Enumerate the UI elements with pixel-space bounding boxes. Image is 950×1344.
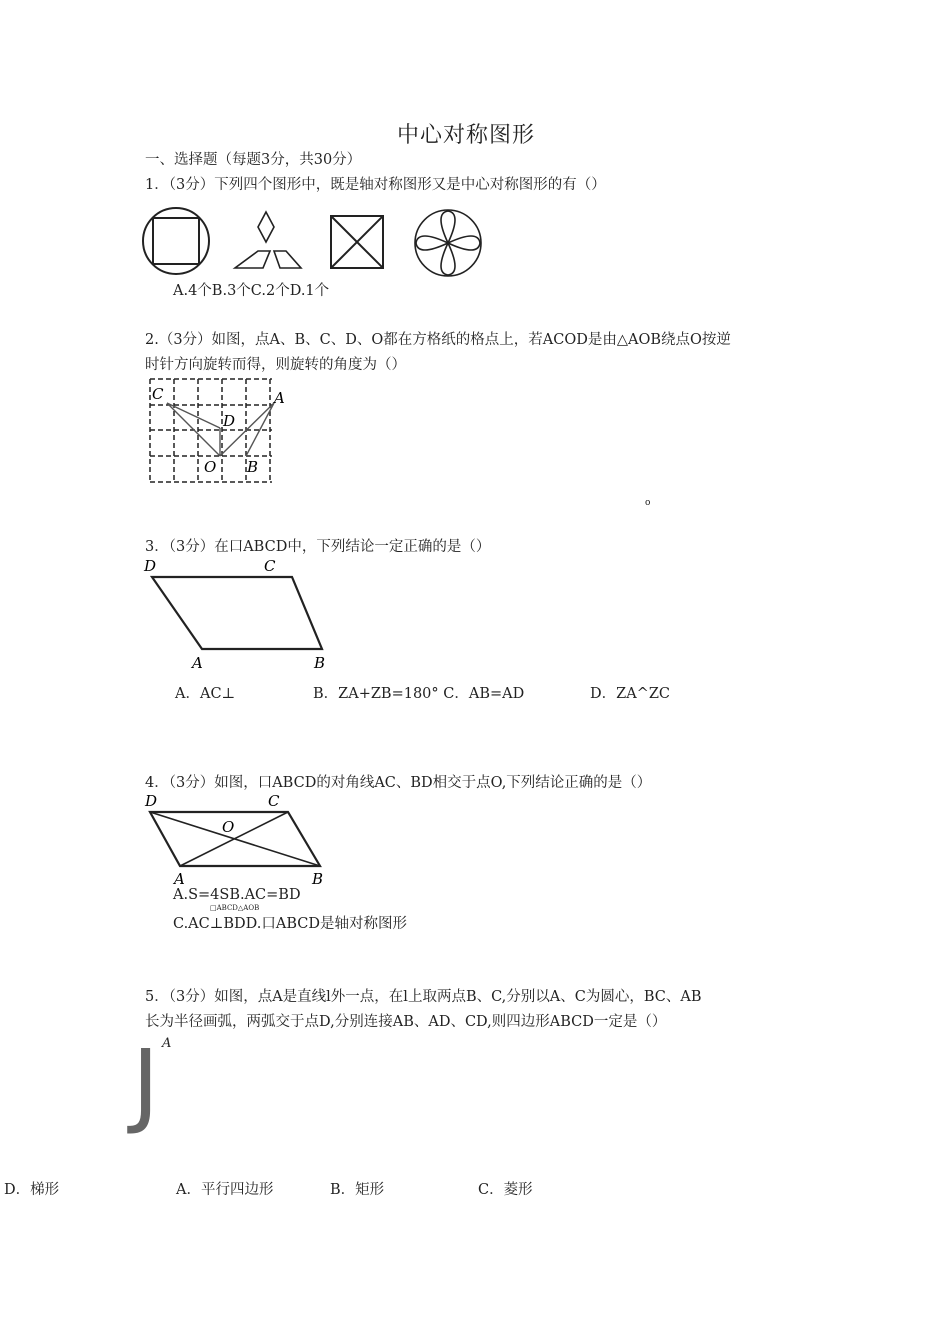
label-c: C [268, 792, 280, 810]
label-c: C [152, 385, 164, 403]
label-b: B [314, 654, 326, 672]
q1-stem: 1．（3分）下列四个图形中，既是轴对称图形又是中心对称图形的有（） [145, 177, 606, 193]
q3-options-row [170, 684, 670, 702]
label-a: A [192, 654, 203, 672]
q3-parallelogram [140, 555, 340, 673]
q5-figure-glyph: J [132, 1030, 160, 1137]
q5-option-b: B．矩形 [330, 1182, 385, 1198]
figure-square-x [331, 216, 383, 268]
label-a: A [174, 870, 185, 888]
q4-stem: 4．（3分）如图，口ABCD的对角线AC、BD相交于点O,下列结论正确的是（） [145, 775, 652, 791]
q5-option-d: D．梯形 [4, 1182, 60, 1198]
figure-circle-petals [415, 210, 481, 276]
q5-stem-line1: 5．（3分）如图，点A是直线l外一点，在l上取两点B、C,分别以A、C为圆心，BC、AB [145, 989, 702, 1005]
q3-option-d: D．ZA^ZC [590, 686, 670, 702]
label-b: B [247, 458, 259, 476]
parallelogram-shape [152, 577, 322, 649]
q5-label-a: A [162, 1036, 172, 1051]
q2-small-mark: o [645, 498, 651, 508]
figure-three-rhombi [235, 212, 301, 268]
q2-stem-line2: 时针方向旋转而得，则旋转的角度为（） [145, 357, 406, 373]
q4-options-ab: A.S=4SB.AC=BD [173, 887, 301, 903]
label-d: D [145, 792, 158, 810]
q1-options: A.4个B.3个C.2个D.1个 [173, 283, 330, 299]
q5-options-row [0, 1180, 560, 1198]
q3-option-bc: B．ZA+ZB=180° C．AB=AD [313, 686, 525, 702]
q5-option-c: C．菱形 [478, 1182, 533, 1198]
q3-option-a: A．AC⊥ [175, 686, 236, 702]
label-b: B [312, 870, 324, 888]
q5-option-a: A．平行四边形 [176, 1182, 274, 1198]
q4-options-subscript: □ABCD△AOB [210, 904, 260, 912]
q2-stem-line1: 2.（3分）如图，点A、B、C、D、O都在方格纸的格点上，若ACOD是由△AOB绕点O按逆 [145, 332, 731, 348]
q1-figures [138, 205, 488, 277]
figure-circle-square [143, 208, 209, 274]
q4-options-cd: C.AC⊥BDD.口ABCD是轴对称图形 [173, 916, 408, 932]
label-o: O [222, 818, 235, 836]
label-c: C [264, 557, 276, 575]
q5-stem-line2: 长为半径画弧，两弧交于点D,分别连接AB、AD、CD,则四边形ABCD一定是（） [145, 1014, 667, 1030]
q3-stem: 3．（3分）在口ABCD中，下列结论一定正确的是（） [145, 539, 491, 555]
q2-grid-figure [145, 375, 285, 487]
q4-parallelogram [140, 790, 340, 886]
label-o: O [204, 458, 217, 476]
section-heading: 一、选择题（每题3分，共30分） [145, 152, 362, 168]
page-title: 中心对称图形 [397, 123, 536, 148]
label-d: D [144, 557, 157, 575]
label-d: D [223, 412, 236, 430]
label-a: A [274, 389, 285, 407]
